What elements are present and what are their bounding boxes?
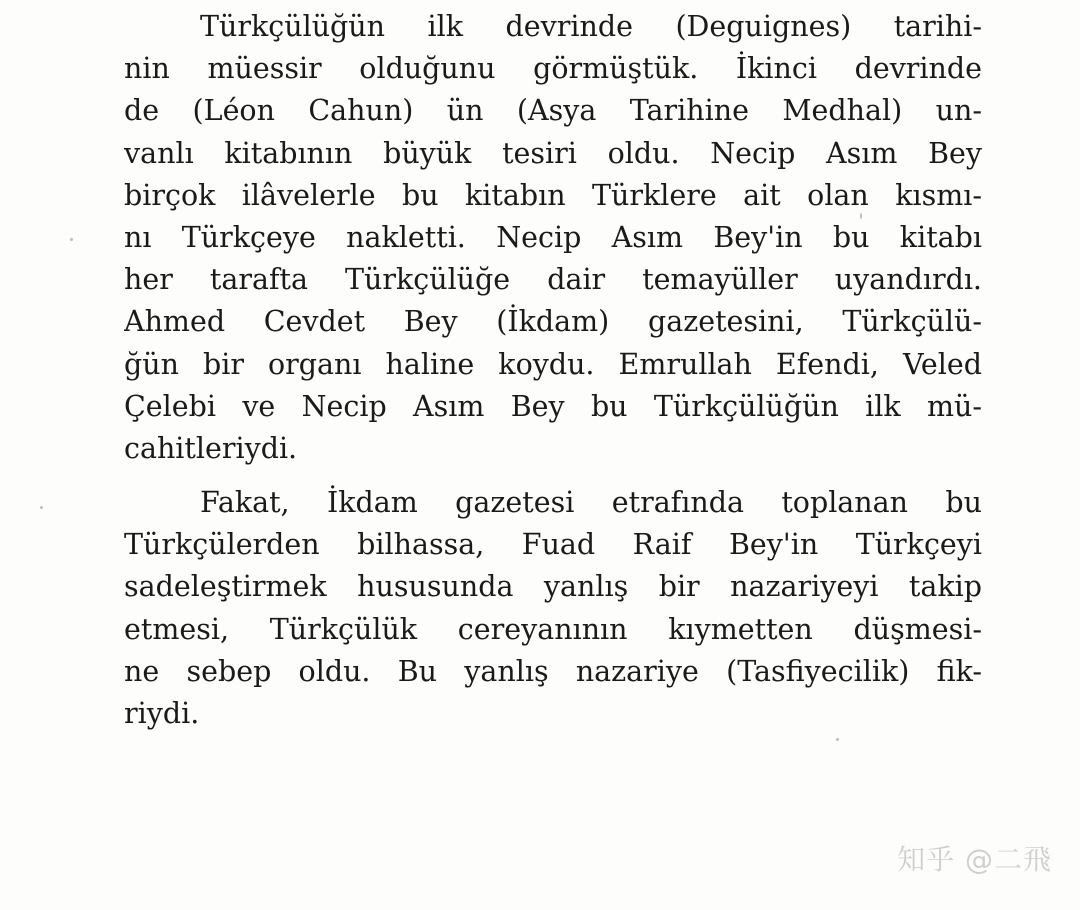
- text-line: birçok ilâvelerle bu kitabın Türklere ait olan kısmı-: [124, 178, 982, 212]
- text-line: sadeleştirmek hususunda yanlış bir nazariyeyi takip: [124, 570, 982, 604]
- text-line: cahitleriydi.: [124, 431, 298, 465]
- text-line: Çelebi ve Necip Asım Bey bu Türkçülüğün ilk mü-: [124, 389, 982, 423]
- scan-speck: [836, 738, 839, 741]
- text-line: her tarafta Türkçülüğe dair temayüller uyandırdı.: [124, 263, 982, 297]
- text-line: riydi.: [124, 696, 200, 730]
- text-line: Fakat, İkdam gazetesi etrafında toplanan bu: [200, 486, 982, 519]
- text-line: Ahmed Cevdet Bey (İkdam) gazetesini, Türkçülü-: [124, 305, 982, 339]
- text-line: Türkçülerden bilhassa, Fuad Raif Bey'in Türkçeyi: [124, 528, 982, 562]
- scan-speck: [860, 213, 862, 219]
- text-line: nin müessir olduğunu görmüştük. İkinci devrinde: [124, 52, 982, 86]
- paragraph-1: [124, 6, 982, 470]
- text-line: etmesi, Türkçülük cereyanının kıymetten düşmesi-: [124, 612, 982, 646]
- text-line: de (Léon Cahun) ün (Asya Tarihine Medhal) un-: [124, 94, 982, 128]
- text-line: vanlı kitabının büyük tesiri oldu. Necip Asım Bey: [124, 136, 982, 170]
- text-line: nı Türkçeye nakletti. Necip Asım Bey'in bu kitabı: [124, 220, 982, 254]
- scan-speck: [70, 238, 73, 241]
- watermark: 知乎 @二飛: [897, 843, 1052, 876]
- text-line: ğün bir organı haline koydu. Emrullah Efendi, Veled: [124, 347, 982, 381]
- text-line: ne sebep oldu. Bu yanlış nazariye (Tasfiyecilik) fik-: [124, 654, 982, 688]
- text-line: Türkçülüğün ilk devrinde (Deguignes) tarihi-: [200, 10, 982, 43]
- paragraph-2: [124, 482, 982, 735]
- scan-speck: [40, 506, 43, 509]
